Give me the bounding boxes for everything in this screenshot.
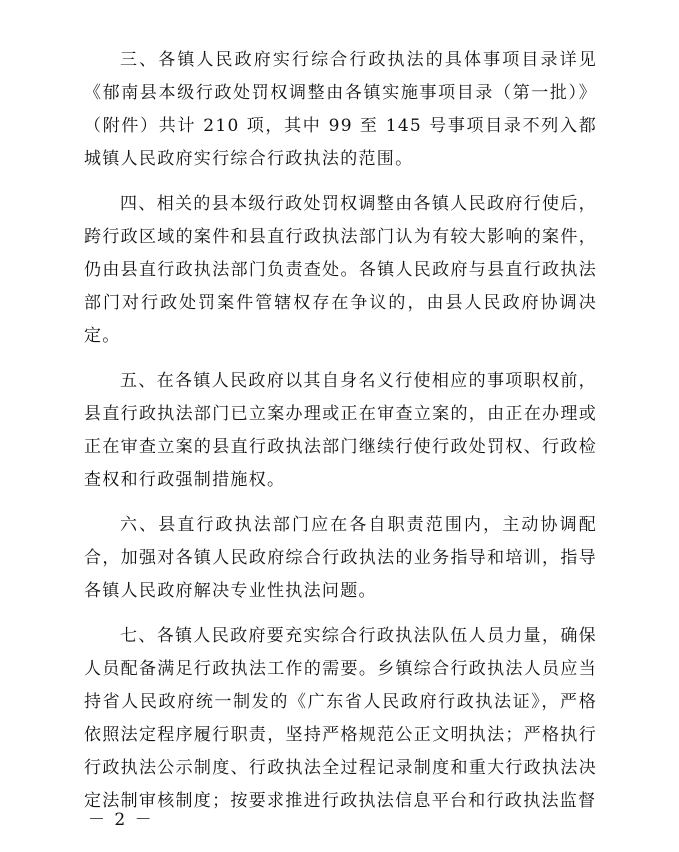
paragraph-item-5: 五、在各镇人民政府以其自身名义行使相应的事项职权前，县直行政执法部门已立案办理或正在审查立案的，由正在办理或正在审查立案的县直行政执法部门继续行使行政处罚权、行政检查权和行政强制措施权。 bbox=[84, 371, 597, 490]
paragraph-item-4: 四、相关的县本级行政处罚权调整由各镇人民政府行使后，跨行政区域的案件和县直行政执法部门认为有较大影响的案件，仍由县直行政执法部门负责查处。各镇人民政府与县直行政执法部门对行政处罚案件管辖权存在争议的，由县人民政府协调决定。 bbox=[84, 194, 597, 346]
paragraph-item-3: 三、各镇人民政府实行综合行政执法的具体事项目录详见《郁南县本级行政处罚权调整由各镇实施事项目录（第一批）》（附件）共计 210 项，其中 99 至 145 号事项目录不列入都城镇人民政府实行综合行政执法的范围。 bbox=[84, 50, 597, 169]
paragraph-item-6: 六、县直行政执法部门应在各自职责范围内，主动协调配合，加强对各镇人民政府综合行政执法的业务指导和培训，指导各镇人民政府解决专业性执法问题。 bbox=[84, 515, 597, 601]
page-number: － 2 － bbox=[88, 810, 154, 830]
paragraph-item-7: 七、各镇人民政府要充实综合行政执法队伍人员力量，确保人员配备满足行政执法工作的需要。乡镇综合行政执法人员应当持省人民政府统一制发的《广东省人民政府行政执法证》，严格依照法定程序履行职责，坚持严格规范公正文明执法；严格执行行政执法公示制度、行政执法全过程记录制度和重大行政执法决定法制审核制度；按要求推进行政执法信息平台和行政执法监督 bbox=[84, 626, 597, 811]
